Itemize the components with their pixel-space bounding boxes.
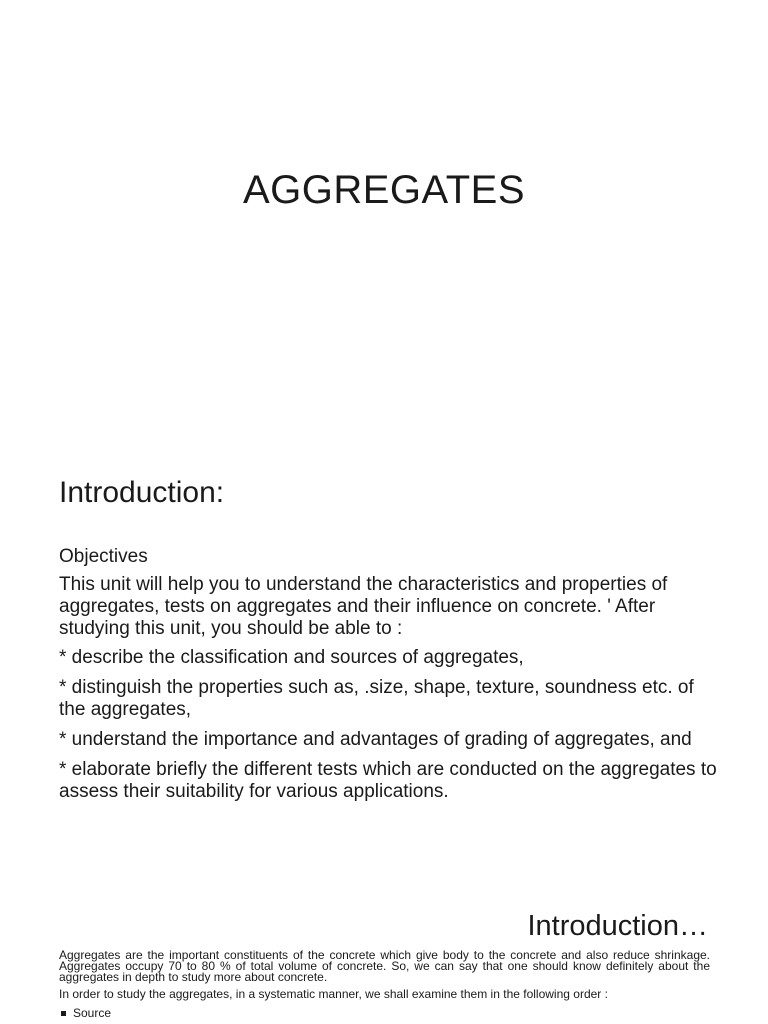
slide-title-text: AGGREGATES (242, 168, 526, 212)
aggregates-paragraph: Aggregates are the important constituents of the concrete which give body to the concrete and also reduce shrinkage. Aggregates occupy 70 to 80 % of total volume of concrete. So, we can say that one should know definitely about the aggregates in depth to study more about concrete. (59, 948, 710, 984)
study-order-paragraph: In order to study the aggregates, in a systematic manner, we shall examine them in the following order : (59, 987, 608, 1001)
list-item: Source (59, 1006, 710, 1020)
introduction-continued-body (59, 950, 710, 1020)
objectives-paragraph: This unit will help you to understand the characteristics and properties of aggregates, tests on aggregates and their influence on concrete. ' After studying this unit, you should be able to : (59, 574, 668, 639)
introduction-continued-heading: Introduction… (527, 910, 708, 942)
objective-item: * distinguish the properties such as, .size, shape, texture, soundness etc. of the aggregates, (59, 677, 694, 720)
objective-item: * understand the importance and advantages of grading of aggregates, and (59, 729, 692, 750)
objectives-label: Objectives (59, 546, 148, 567)
study-order-list (59, 1006, 710, 1020)
introduction-heading: Introduction: (59, 476, 225, 509)
objective-item: * describe the classification and sources of aggregates, (59, 647, 524, 668)
slide-introduction-continued (0, 864, 768, 1024)
slide-title (0, 0, 768, 432)
introduction-body (59, 546, 719, 811)
objective-item: * elaborate briefly the different tests which are conducted on the aggregates to assess their suitability for various applications. (59, 759, 717, 802)
slide-introduction (0, 432, 768, 864)
